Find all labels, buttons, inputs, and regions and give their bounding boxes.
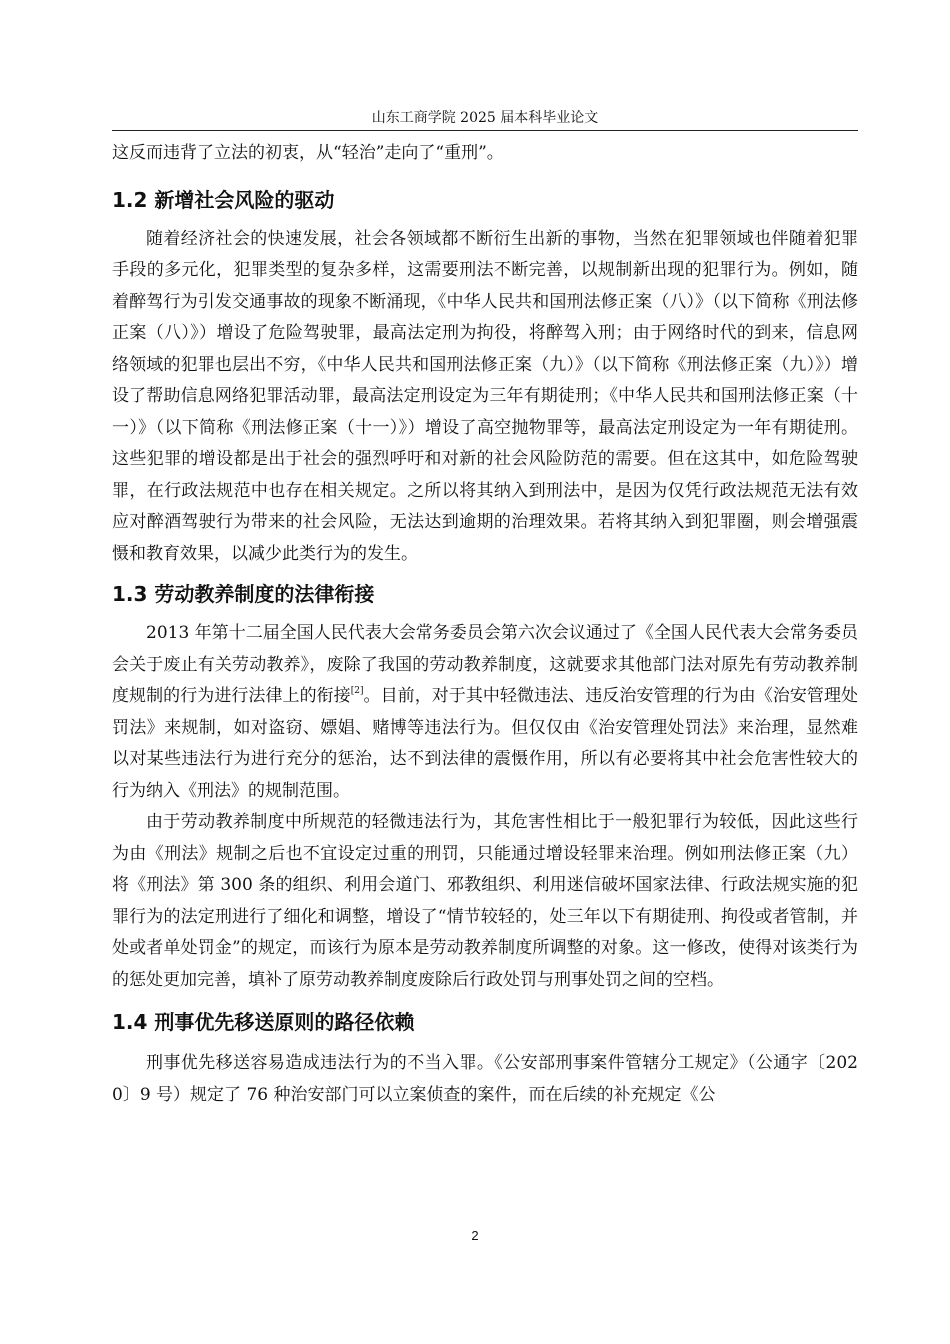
section-1-3-paragraph-2: 由于劳动教养制度中所规范的轻微违法行为，其危害性相比于一般犯罪行为较低，因此这些行为由《刑法》规制之后也不宜设定过重的刑罚，只能通过增设轻罪来治理。例如刑法修正案（九）将《刑法》第 300 条的组织、利用会道门、邪教组织、利用迷信破坏国家法律、行政法规实施的犯罪行为的法定刑进行了细化和调整，增设了“情节较轻的，处三年以下有期徒刑、拘役或者管制，并处或者单处罚金”的规定，而该行为原本是劳动教养制度所调整的对象。这一修改，使得对该类行为的惩处更加完善，填补了原劳动教养制度废除后行政处罚与刑事处罚之间的空档。 bbox=[112, 812, 858, 990]
continuation-paragraph: 这反而违背了立法的初衷，从“轻治”走向了“重刑”。 bbox=[112, 143, 504, 163]
section-heading-1-4: 1.4 刑事优先移送原则的路径依赖 bbox=[112, 1010, 415, 1034]
paragraph-text: 2013 年第十二届全国人民代表大会常务委员会第六次会议通过了《全国人民代表大会常务委员会关于废止有关劳动教养》，废除了我国的劳动教养制度，这就要求其他部门法对原先有劳动教养制度规制的行为进行法律上的衔接 bbox=[112, 623, 858, 706]
section-heading-1-3: 1.3 劳动教养制度的法律衔接 bbox=[112, 582, 375, 606]
section-heading-1-2: 1.2 新增社会风险的驱动 bbox=[112, 187, 335, 212]
section-1-3-paragraph-1 bbox=[112, 618, 858, 807]
citation-reference[interactable]: [2] bbox=[350, 686, 364, 696]
section-1-2-paragraph: 随着经济社会的快速发展，社会各领域都不断衍生出新的事物，当然在犯罪领域也伴随着犯罪手段的多元化，犯罪类型的复杂多样，这需要刑法不断完善，以规制新出现的犯罪行为。例如，随着醉驾行为引发交通事故的现象不断涌现，《中华人民共和国刑法修正案（八）》（以下简称《刑法修正案（八）》）增设了危险驾驶罪，最高法定刑为拘役，将醉驾入刑；由于网络时代的到来，信息网络领域的犯罪也层出不穷，《中华人民共和国刑法修正案（九）》（以下简称《刑法修正案（九）》）增设了帮助信息网络犯罪活动罪，最高法定刑设定为三年有期徒刑；《中华人民共和国刑法修正案（十一）》（以下简称《刑法修正案（十一）》）增设了高空抛物罪等，最高法定刑设定为一年有期徒刑。这些犯罪的增设都是出于社会的强烈呼吁和对新的社会风险防范的需要。但在这其中，如危险驾驶罪，在行政法规范中也存在相关规定。之所以将其纳入到刑法中，是因为仅凭行政法规范无法有效应对醉酒驾驶行为带来的社会风险，无法达到逾期的治理效果。若将其纳入到犯罪圈，则会增强震慑和教育效果，以减少此类行为的发生。 bbox=[112, 228, 858, 564]
document-body bbox=[112, 138, 858, 1111]
running-header: 山东工商学院 2025 届本科毕业论文 bbox=[371, 110, 599, 126]
section-1-4-paragraph: 刑事优先移送容易造成违法行为的不当入罪。《公安部刑事案件管辖分工规定》（公通字〔2020〕9 号）规定了 76 种治安部门可以立案侦查的案件，而在后续的补充规定《公 bbox=[112, 1053, 858, 1105]
paragraph-text-continued: 。目前，对于其中轻微违法、违反治安管理的行为由《治安管理处罚法》来规制，如对盗窃、嫖娼、赌博等违法行为。但仅仅由《治安管理处罚法》来治理，显然难以对某些违法行为进行充分的惩治，达不到法律的震慑作用，所以有必要将其中社会危害性较大的行为纳入《刑法》的规制范围。 bbox=[112, 686, 859, 801]
header-divider bbox=[112, 130, 858, 131]
page-number: 2 bbox=[471, 1228, 479, 1243]
